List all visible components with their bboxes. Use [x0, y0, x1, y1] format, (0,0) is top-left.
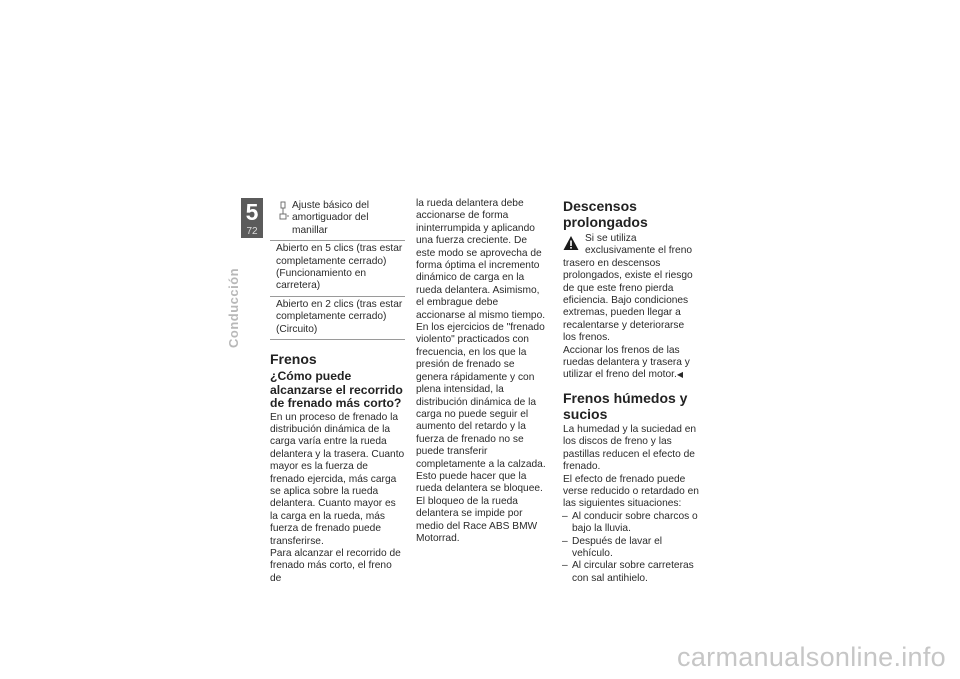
paragraph: El efecto de frenado puede verse reducido o retardado en las siguientes situaciones: [563, 473, 699, 510]
table-row: Abierto en 5 clics (tras estar completamente cerrado) (Funcionamiento en carretera) [270, 241, 405, 297]
paragraph: Para alcanzar el recorrido de frenado más corto, el freno de [270, 548, 401, 584]
warning-block [563, 233, 699, 345]
list-item: – Al conducir sobre charcos o bajo la lluvia. [563, 511, 699, 536]
shock-absorber-icon [278, 201, 290, 225]
end-mark: ◀ [676, 370, 683, 380]
paragraph: En un proceso de frenado la distribución dinámica de la carga varía entre la rueda delantera y la trasera. Cuanto mayor es la fuerza de frenado ejercida, más carga se aplica sobre la rueda delantera. Cuanto mayor es la carga en la rueda, más fuerza de frenado puede transferirse. [270, 411, 405, 547]
list-item: – Al circular sobre carreteras con sal antihielo. [563, 560, 699, 585]
column-1 [270, 198, 405, 585]
paragraph: La humedad y la suciedad en los discos de freno y las pastillas reducen el efecto de frenado. [563, 423, 697, 473]
section-title: Frenos húmedos y sucios [563, 389, 688, 422]
paragraph: El bloqueo de la rueda delantera se impide por medio del Race ABS BMW Motorrad. [416, 495, 538, 544]
chapter-number: 5 [245, 199, 259, 225]
list-item: – Después de lavar el vehículo. [563, 536, 699, 561]
table-row: Abierto en 2 clics (tras estar completamente cerrado) (Circuito) [270, 297, 405, 340]
table-header-text: Ajuste básico del amortiguador del manillar [292, 200, 370, 236]
column-2 [416, 198, 547, 545]
section-title: Descensos prolongados [563, 198, 648, 230]
column-3 [563, 198, 699, 585]
watermark: carmanualsonline.info [677, 642, 946, 672]
paragraph: la rueda delantera debe accionarse de forma ininterrumpida y aplicando una fuerza creciente. De este modo se aprovecha de forma óptima el incremento dinámico de carga en la rueda delantera. Asimismo, el embrague debe accionarse al mismo tiempo. En los ejercicios de "frenado violento" practicados con frecuencia, en los que la presión de frenado se genera rápidamente y con plena intensidad, la distribución dinámica de la carga no puede seguir el aumento del retardo y la fuerza de frenado no se puede transferir completamente a la calzada. Esto puede hacer que la rueda delantera se bloquee. [416, 198, 546, 495]
paragraph: Accionar los frenos de las ruedas delantera y trasera y utilizar el freno del motor.◀ [563, 344, 690, 381]
chapter-title: Conducción [226, 267, 241, 348]
settings-table-header [270, 198, 405, 241]
page-number: 72 [246, 226, 258, 237]
section-title: Frenos [270, 351, 317, 368]
subsection-title: ¿Cómo puede alcanzarse el recorrido de frenado más corto? [270, 369, 403, 411]
warning-text: Si se utiliza exclusivamente el freno trasero en descensos prolongados, existe el riesgo de que este freno pierda eficiencia. Bajo condiciones extremas, pueden llegar a recalentarse y deteriorarse los frenos. [563, 233, 693, 344]
warning-icon [563, 235, 579, 255]
